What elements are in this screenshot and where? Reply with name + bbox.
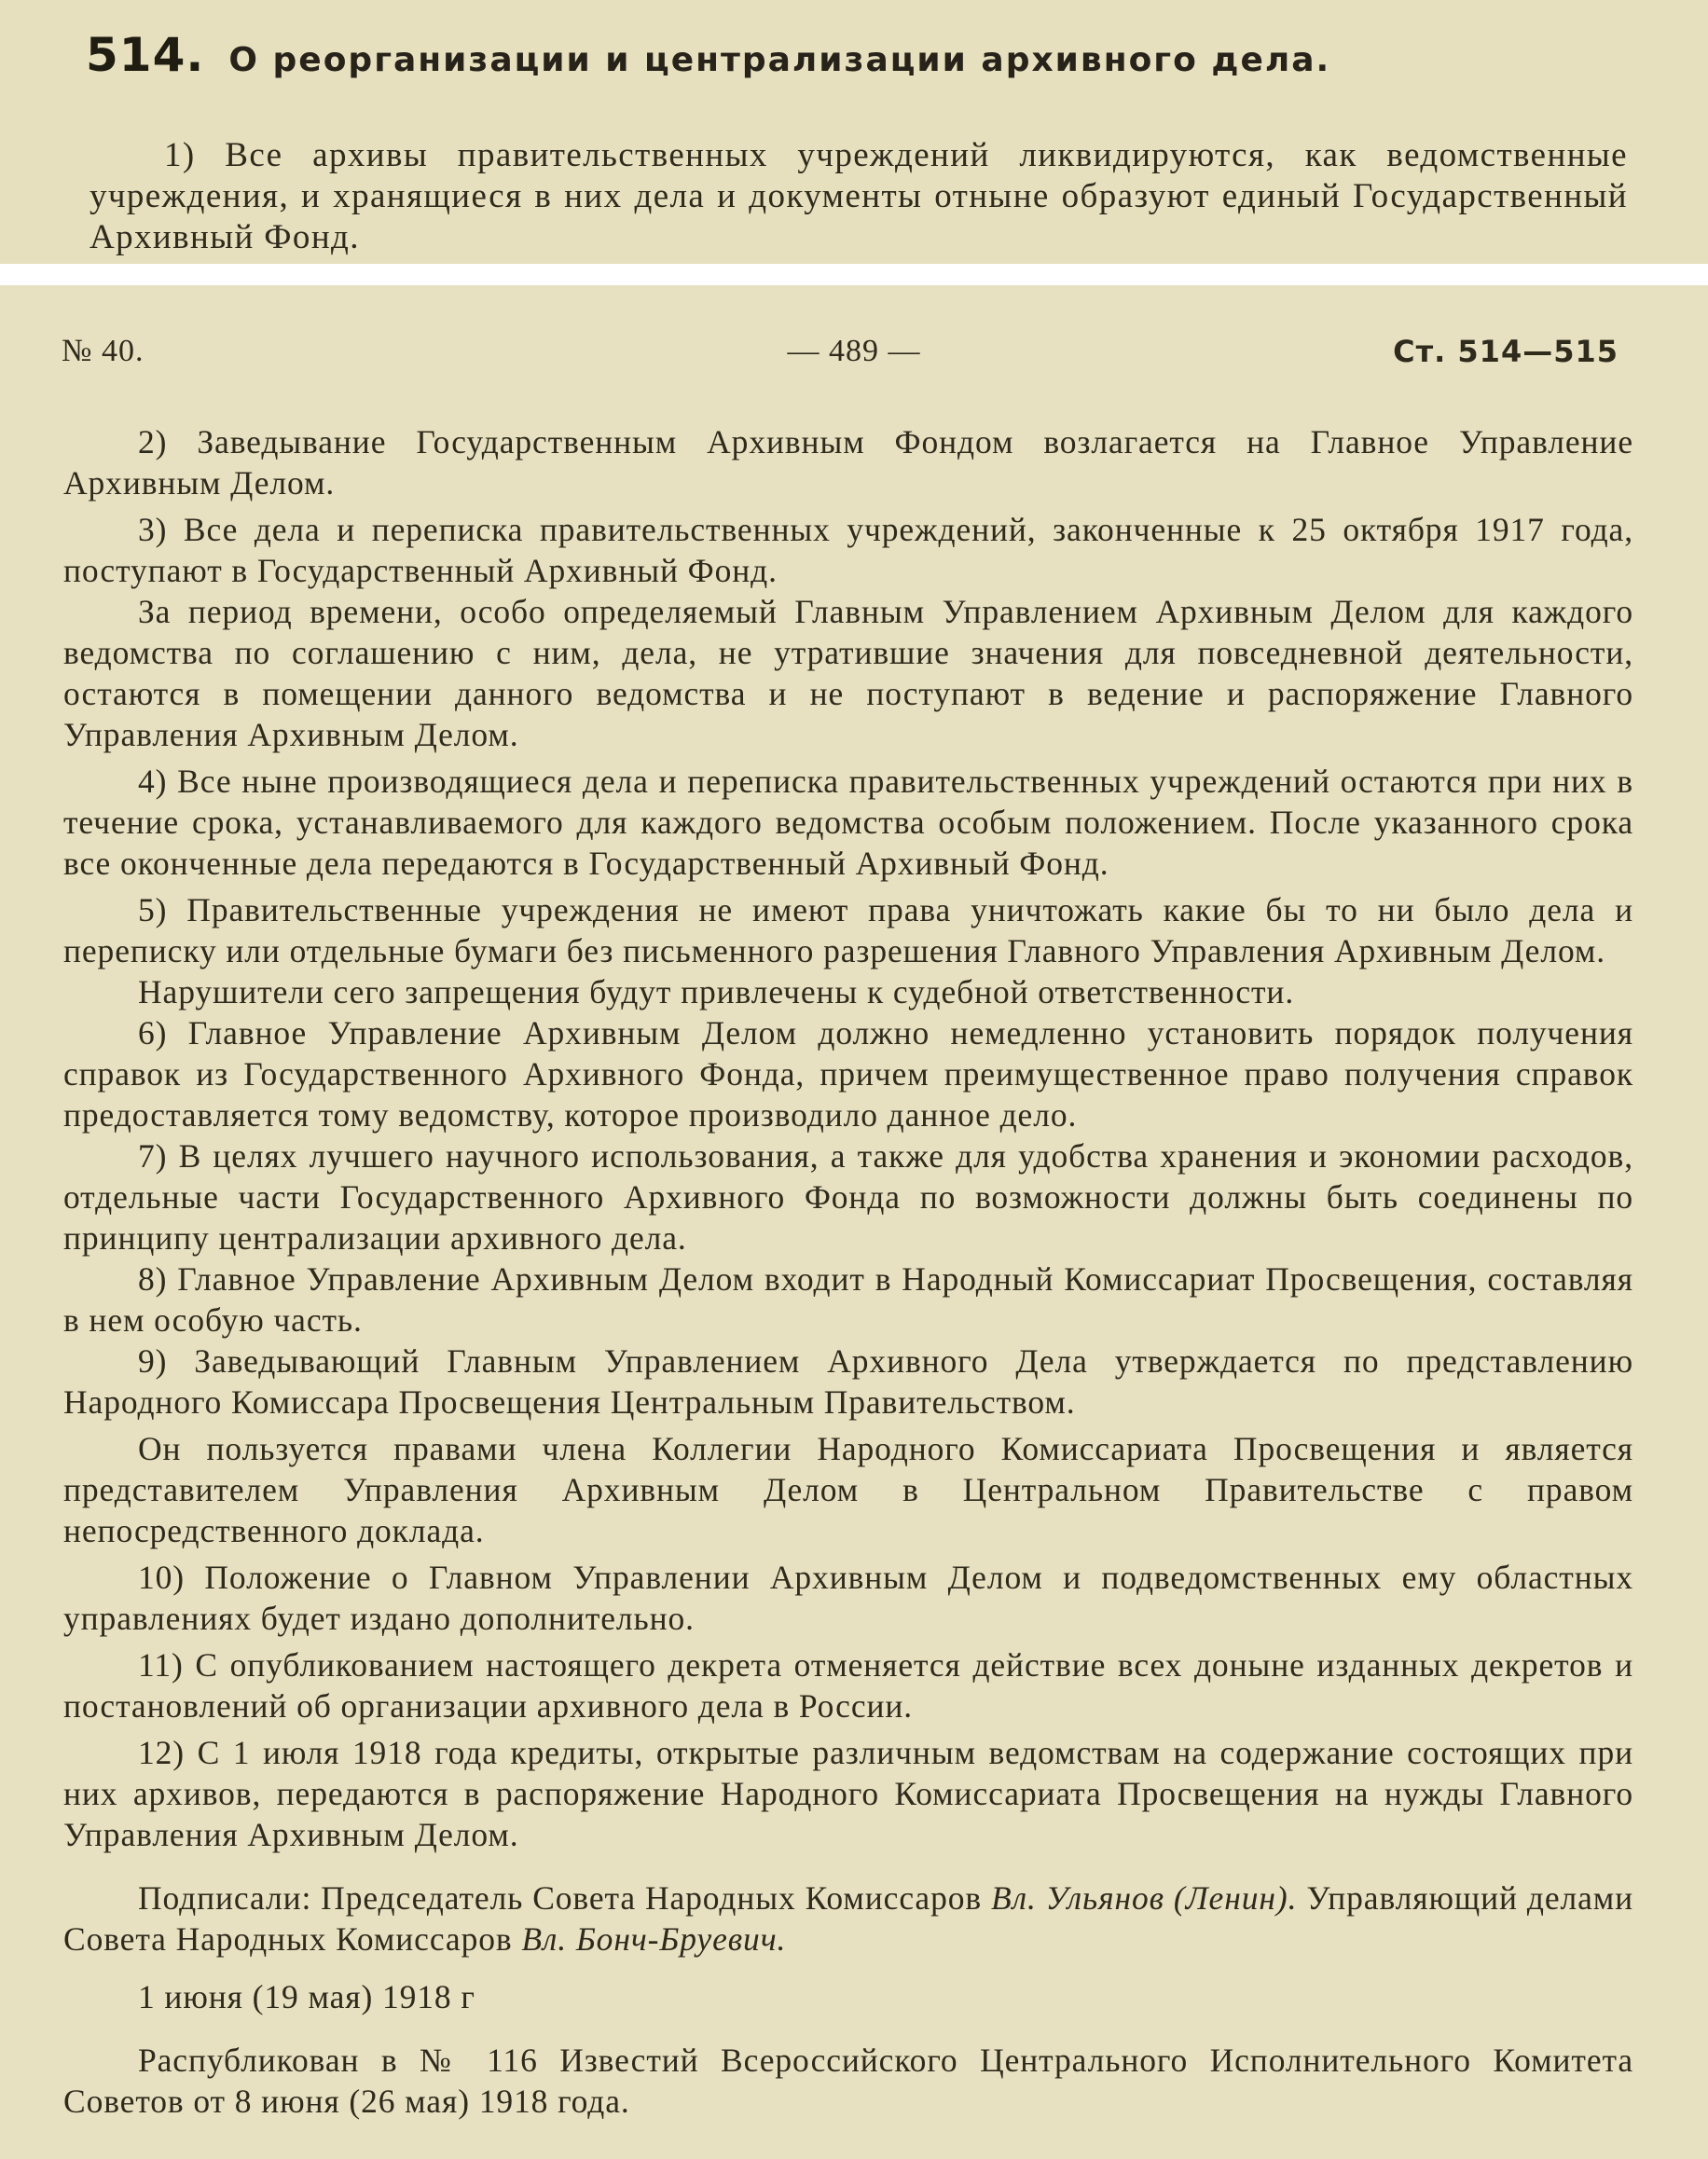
signature-lead-1: Подписали: Председатель Совета Народных Комиссаров — [138, 1879, 983, 1917]
running-head — [0, 334, 1708, 380]
decree-paragraph: 10) Положение о Главном Управлении Архивным Делом и подведомственных ему областных управлениях будет издано дополнительно. — [63, 1559, 1633, 1637]
decree-paragraph: Нарушители сего запрещения будут привлечены к судебной ответственности. — [138, 973, 1295, 1011]
article-number: 514. — [86, 28, 205, 82]
decree-paragraph: 5) Правительственные учреждения не имеют права уничтожать какие бы то ни было дела и переписку или отдельные бумаги без письменного разрешения Главного Управления Архивным Делом. — [63, 891, 1633, 969]
page-scan — [0, 285, 1708, 2159]
decree-paragraph: 6) Главное Управление Архивным Делом должно немедленно установить порядок получения справок из Государственного Архивного Фонда, причем преимущественное право получения справок предоставляется тому ведомству, которое производило данное дело. — [63, 1014, 1633, 1134]
decree-paragraph: 4) Все ныне производящиеся дела и переписка правительственных учреждений остаются при них в течение срока, устанавливаемого для каждого ведомства особым положением. После указанного срока все оконченные дела передаются в Государственный Архивный Фонд. — [63, 763, 1633, 882]
decree-paragraph: За период времени, особо определяемый Главным Управлением Архивным Делом для каждого ведомства по соглашению с ним, дела, не утратившие значения для повседневной деятельности, остаются в помещении данного ведомства и не поступают в ведение и распоряжение Главного Управления Архивным Делом. — [63, 593, 1633, 753]
decree-paragraph: 3) Все дела и переписка правительственных учреждений, законченные к 25 октября 1917 года, поступают в Государственный Архивный Фонд. — [63, 511, 1633, 589]
decree-paragraph: 8) Главное Управление Архивным Делом входит в Народный Комиссариат Просвещения, составляя в нем особую часть. — [63, 1260, 1633, 1339]
signature-name-2: Вл. Бонч-Бруевич. — [521, 1920, 787, 1958]
decree-paragraph: 11) С опубликованием настоящего декрета отменяется действие всех доныне изданных декретов и постановлений об организации архивного дела в России. — [63, 1646, 1633, 1725]
top-scan-strip — [0, 0, 1708, 264]
publication-note: Распубликован в № 116 Известий Всероссийского Центрального Исполнительного Комитета Советов от 8 июня (26 мая) 1918 года. — [63, 2042, 1633, 2120]
decree-paragraph: 7) В целях лучшего научного использования, а также для удобства хранения и экономии расходов, отдельные части Государственного Архивного Фонда по возможности должны быть соединены по принципу централизации архивного дела. — [63, 1137, 1633, 1257]
decree-paragraph: 2) Заведывание Государственным Архивным Фондом возлагается на Главное Управление Архивным Делом. — [63, 423, 1633, 502]
article-title: О реорганизации и централизации архивного дела. — [228, 41, 1331, 79]
decree-paragraph: Он пользуется правами члена Коллегии Народного Комиссариата Просвещения и является представителем Управления Архивным Делом в Центральном Правительстве с правом непосредственного доклада. — [63, 1430, 1633, 1549]
article-range: Ст. 514—515 — [1393, 334, 1618, 369]
decree-paragraph: 9) Заведывающий Главным Управлением Архивного Дела утверждается по представлению Народного Комиссара Просвещения Центральным Правительством. — [63, 1342, 1633, 1421]
signature-name-1: Вл. Ульянов (Ленин). — [990, 1879, 1298, 1917]
article-point-1: 1) Все архивы правительственных учреждений ликвидируются, как ведомственные учреждения, и хранящиеся в них дела и документы отныне образуют единый Государственный Архивный Фонд. — [90, 136, 1628, 256]
signatures — [63, 1877, 1633, 1960]
decree-paragraph: 12) С 1 июля 1918 года кредиты, открытые различным ведомствам на содержание состоящих при них архивов, передаются в распоряжение Народного Комиссариата Просвещения на нужды Главного Управления Архивным Делом. — [63, 1734, 1633, 1853]
decree-date: 1 июня (19 мая) 1918 г — [138, 1978, 475, 2015]
article-heading — [86, 28, 1671, 93]
decree-body — [63, 421, 1633, 2122]
signature-lead-2: Управляющий делами Совета Народных Комиссаров — [63, 1879, 1634, 1958]
issue-number: № 40. — [62, 334, 145, 368]
page-number: — 489 — — [787, 334, 921, 368]
